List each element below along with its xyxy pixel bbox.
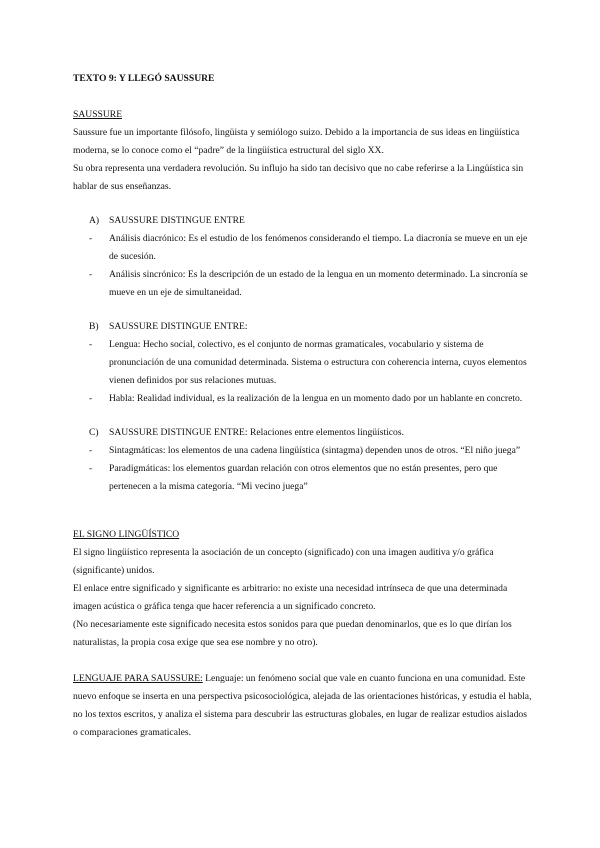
document-page [73,70,533,742]
document-title [73,70,533,88]
dash-bullet: - [89,393,93,404]
dash-bullet: - [89,445,93,456]
dash-bullet: - [89,233,93,244]
list-c-title: SAUSSURE DISTINGUE ENTRE: Relaciones entre elementos lingüísticos. [109,427,404,438]
list-item [73,390,533,408]
title-rest: : Y LLEGÓ SAUSSURE [113,73,215,84]
section-heading-saussure: SAUSSURE [73,109,123,120]
list-item [73,266,533,302]
dash-bullet: - [89,339,93,350]
dash-bullet: - [89,463,93,474]
section-spacer [73,496,533,526]
title-prefix: TEXTO 9 [73,73,114,84]
list-a-letter: A) [89,215,100,226]
list-item [73,442,533,460]
list-b [73,336,533,408]
signo-paragraph-3: (No necesariamente este significado necesita estos sonidos para que puedan denominarlos, que es lo que dirían los naturalistas, la propia cosa exige que sea ese nombre y no otro). [73,619,512,648]
signo-paragraph-1: El signo lingüístico representa la asociación de un concepto (significado) con una imagen auditiva y/o gráfica (significante) unidos. [73,547,494,576]
section-spacer [73,652,533,670]
list-b-letter: B) [89,321,99,332]
list-item [73,336,533,390]
section-heading-lenguaje: LENGUAJE PARA SAUSSURE: [73,673,203,684]
lenguaje-paragraph [73,670,533,742]
list-item [73,460,533,496]
list-a-item-1: Análisis diacrónico: Es el estudio de los fenómenos considerando el tiempo. La diacronía se mueve en un eje de sucesión. [109,233,528,262]
signo-paragraph-2: El enlace entre significado y significante es arbitrario: no existe una necesidad intrínseca de que una determinada imagen acústica o gráfica tenga que hacer referencia a un significado concreto. [73,583,508,612]
list-b-item-1: Lengua: Hecho social, colectivo, es el conjunto de normas gramaticales, vocabulario y sistema de pronunciación de una comunidad determinada. Sistema o estructura con coherencia interna, cuyos elementos vienen definidos por sus relaciones mutuas. [109,339,527,386]
list-a [73,230,533,302]
saussure-paragraph-1: Saussure fue un importante filósofo, lingüista y semiólogo suizo. Debido a la importancia de sus ideas en lingüística moderna, se lo conoce como el “padre” de la lingüística estructural del siglo XX. [73,127,520,156]
list-b-heading [89,318,533,336]
list-c-letter: C) [89,427,99,438]
section-heading-signo: EL SIGNO LINGÜÍSTICO [73,529,180,540]
list-b-title: SAUSSURE DISTINGUE ENTRE: [109,321,248,332]
list-c-item-1: Sintagmáticas: los elementos de una cadena lingüística (sintagma) dependen unos de otros. “El niño juega” [109,445,521,456]
list-a-item-2: Análisis sincrónico: Es la descripción de un estado de la lengua en un momento determinado. La sincronía se mueve en un eje de simultaneidad. [109,269,528,298]
list-a-title: SAUSSURE DISTINGUE ENTRE [109,215,245,226]
list-c-heading [89,424,533,442]
list-b-item-2: Habla: Realidad individual, es la realización de la lengua en un momento dado por un hablante en concreto. [109,393,523,404]
list-item [73,230,533,266]
list-c [73,442,533,496]
dash-bullet: - [89,269,93,280]
saussure-paragraph-2: Su obra representa una verdadera revolución. Su influjo ha sido tan decisivo que no cabe referirse a la Lingüística sin hablar de sus enseñanzas. [73,163,524,192]
list-c-item-2: Paradigmáticas: los elementos guardan relación con otros elementos que no están presentes, pero que pertenecen a la misma categoría. “Mi vecino juega” [109,463,498,492]
list-a-heading [89,212,533,230]
lenguaje-text: Lenguaje: un fenómeno social que vale en cuanto funciona en una comunidad. Este nuevo enfoque se inserta en una perspectiva psicosociológica, alejada de las orientaciones históricas, y estudia el habla, no los textos escritos, y analiza el sistema para descubrir las estructuras globales, en lugar de realizar estudios aislados o comparaciones gramaticales. [73,673,532,738]
